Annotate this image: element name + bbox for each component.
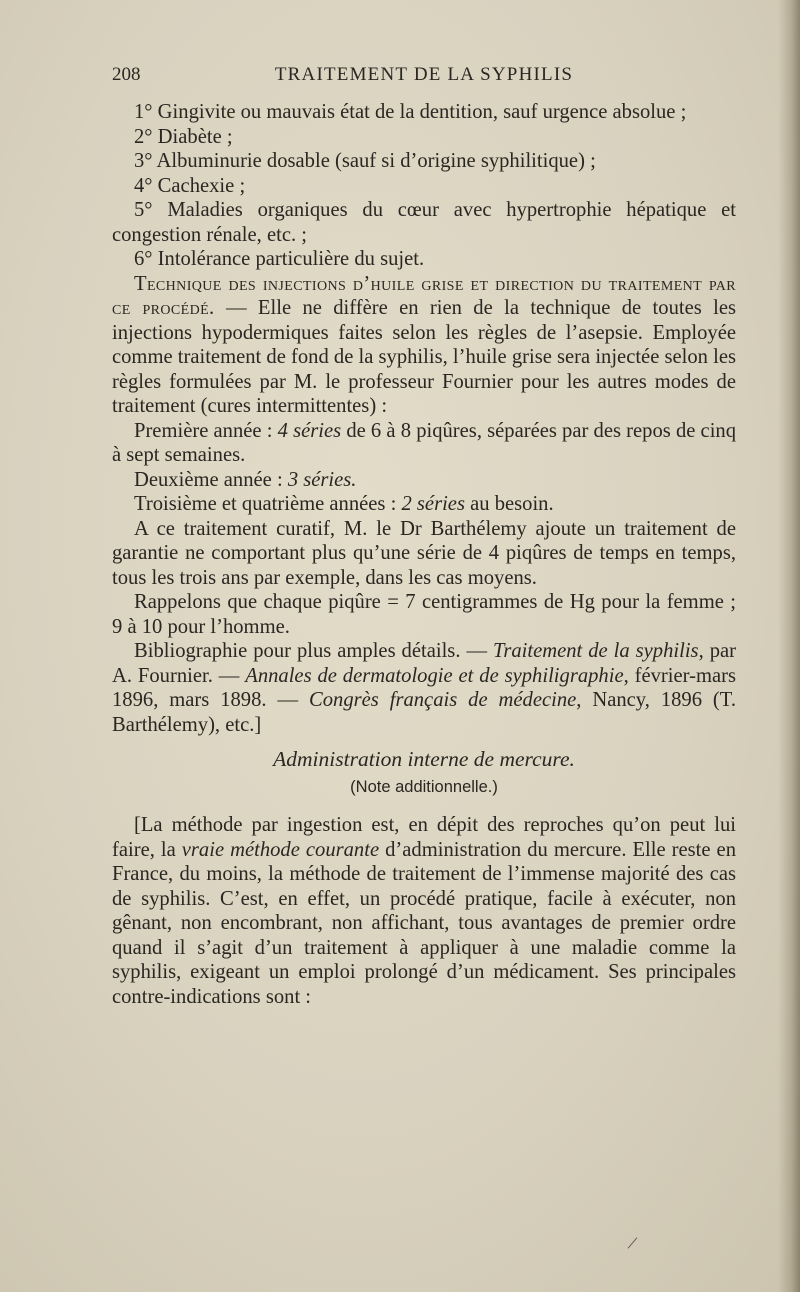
ingestion-lead: [La méthode par ingestion est, en dépit des reproches qu’on peut lui faire, la	[112, 814, 736, 861]
year-three-lead: Troisième et quatrième années :	[134, 493, 402, 515]
bibliography-paragraph	[112, 639, 736, 737]
technique-paragraph	[112, 272, 736, 419]
biblio-title-annales: Annales de dermatologie et de syphiligraphie	[245, 664, 624, 687]
section-note: (Note additionnelle.)	[350, 777, 498, 796]
list-item: 3° Albuminurie dosable (sauf si d’origine syphilitique) ;	[134, 150, 596, 172]
list-item: 1° Gingivite ou mauvais état de la dentition, sauf urgence absolue ;	[134, 101, 687, 123]
biblio-title-congres: Congrès français de médecine	[309, 689, 577, 711]
technique-heading: Technique des injections d’huile grise et direction du traitement par ce procédé.	[112, 272, 736, 319]
list-item: 5° Maladies organiques du cœur avec hypertrophie hépatique et congestion rénale, etc. ;	[112, 199, 736, 246]
year-two-lead: Deuxième année :	[134, 468, 288, 491]
year-one-lead: Première année :	[134, 419, 278, 442]
year-one-series: 4 séries	[277, 419, 342, 442]
dosage-paragraph: Rappelons que chaque piqûre = 7 centigrammes de Hg pour la femme ; 9 à 10 pour l’homme.	[112, 591, 736, 638]
barthelemy-paragraph: A ce traitement curatif, M. le Dr Barthélemy ajoute un traitement de garantie ne comportant plus qu’une série de 4 piqûres de temps en temps, tous les trois ans par exemple, dans les cas moyens.	[112, 517, 736, 589]
year-two-series: 3 séries.	[287, 468, 357, 491]
list-item: 2° Diabète ;	[134, 125, 233, 148]
biblio-dates: , février-mars 1896, mars 1898. —	[112, 664, 736, 711]
year-two-paragraph	[112, 468, 736, 493]
running-title: TRAITEMENT DE LA SYPHILIS	[274, 64, 574, 85]
year-three-series: 2 séries	[401, 493, 465, 515]
technique-text: Elle ne diffère en rien de la technique de toutes les injections hypodermiques faites selon les règles de l’asepsie. Employée comme traitement de fond de la syphilis, l’huile grise sera injectée selon les règles formulées par M. le professeur Fournier pour les autres modes de traitement (cures intermittentes) :	[112, 297, 736, 417]
page-body	[112, 100, 736, 1009]
biblio-author: , par A. Fournier. —	[112, 640, 736, 687]
list-item: 6° Intolérance particulière du sujet.	[134, 248, 425, 270]
page-edge-shadow	[778, 0, 800, 1292]
ingestion-rest: d’administration du mercure. Elle reste en France, du moins, la méthode de traitement de l’immense majorité des cas de syphilis. C’est, en effet, un procédé pratique, facile à exécuter, non gênant, non encombrant, non affichant, tous avantages de premier ordre quand il s’agit d’un traitement à appliquer à une maladie comme la syphilis, exigeant un emploi prolongé d’un médicament. Ses principales contre-indications sont :	[112, 838, 736, 1008]
year-three-rest: au besoin.	[464, 493, 554, 515]
biblio-end: , Nancy, 1896 (T. Barthélemy), etc.]	[112, 689, 736, 736]
year-three-paragraph	[112, 492, 736, 517]
ingestion-paragraph	[112, 813, 736, 1009]
list-item: 4° Cachexie ;	[134, 174, 246, 197]
section-title: Administration interne de mercure.	[273, 747, 575, 771]
page-number: 208	[112, 64, 141, 85]
biblio-title-fournier: Traitement de la syphilis	[493, 640, 699, 662]
year-one-rest: de 6 à 8 piqûres, séparées par des repos de cinq à sept semaines.	[112, 419, 737, 466]
ingestion-emphasis: vraie méthode courante	[181, 838, 380, 861]
year-one-paragraph	[112, 419, 736, 468]
technique-dash: —	[214, 297, 258, 319]
page-header	[112, 64, 736, 90]
biblio-lead: Bibliographie pour plus amples détails. —	[134, 640, 494, 662]
